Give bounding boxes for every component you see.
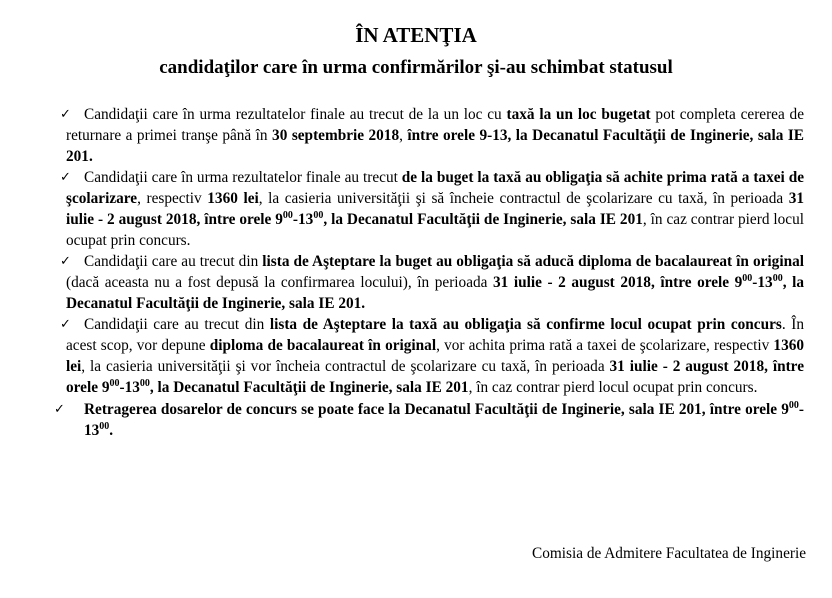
item-period: 31 iulie - 2 august 2018, între orele 9 [66, 358, 804, 396]
item-room: sala IE 201. [66, 127, 804, 165]
item-text-bold: diploma de bacalaureat în original [209, 337, 437, 354]
item-text: (dacă aceasta nu a fost depusă la confirmarea locului), în perioada [66, 274, 494, 291]
checkmark-icon: ✓ [60, 107, 71, 122]
item-deadline: 30 septembrie 2018 [272, 127, 400, 144]
item-text: , în caz contrar pierd locul ocupat prin concurs. [66, 211, 804, 249]
item-text-bold: între orele 9-13, la Decanatul Facultăţii de Inginerie, [407, 127, 754, 144]
item-location: , la Decanatul Facultăţii de Inginerie, sala IE 201 [323, 211, 643, 228]
notice-item-budget-to-tax [60, 167, 805, 251]
item-time-superscript: 00 [742, 273, 753, 284]
checkmark-icon: ✓ [60, 317, 71, 332]
item-text-bold: lista de Aşteptare la buget au obligaţia să aducă diploma de bacalaureat în original [262, 253, 804, 270]
notice-item-withdrawal [54, 399, 804, 441]
item-text: pot completa cererea de returnare a primei tranşe până în [66, 106, 804, 144]
item-period: 31 iulie - 2 august 2018, între orele 9 [493, 274, 743, 291]
item-amount: 1360 lei [207, 190, 259, 207]
item-text: , la casieria universităţii şi vor încheia contractul de şcolarizare cu taxă, în perioada [81, 358, 610, 375]
item-text-bold: Retragerea dosarelor de concurs se poate face la Decanatul Facultăţii de Inginerie, sala IE 201, între orele 9 [84, 401, 789, 418]
item-time-superscript: 00 [282, 210, 293, 221]
item-location: , la Decanatul Facultăţii de Inginerie, sala IE 201. [66, 274, 805, 312]
item-text: , vor achita prima rată a taxei de şcolarizare, respectiv [436, 337, 774, 354]
item-time-superscript: 00 [788, 400, 799, 411]
document-subtitle: candidaţilor care în urma confirmărilor şi-au schimbat statusul [159, 57, 673, 78]
item-time-superscript: 00 [99, 421, 110, 432]
item-text-bold: taxă la un loc bugetat [506, 106, 651, 123]
item-period: 31 iulie - 2 august 2018, între orele 9 [66, 190, 805, 228]
item-text: Candidaţii care în urma rezultatelor finale au trecut de la un loc cu [84, 106, 507, 123]
item-text-bold: de la buget la taxă au obligaţia să achite prima rată a taxei de şcolarizare [66, 169, 805, 207]
checkmark-icon: ✓ [54, 402, 65, 417]
item-text-bold: lista de Aşteptare la taxă au obligaţia să confirme locul ocupat prin concurs [269, 316, 782, 333]
notice-item-waiting-budget [60, 251, 805, 314]
item-time-superscript: 00 [772, 273, 783, 284]
signature: Comisia de Admitere Facultatea de Inginerie [532, 545, 806, 562]
notice-item-budget-return [60, 104, 804, 167]
item-period: -13 [119, 379, 140, 396]
item-period: -13 [752, 274, 773, 291]
item-period: -13 [292, 211, 314, 228]
item-text: Candidaţii care în urma rezultatelor finale au trecut [84, 169, 402, 186]
item-text-bold: -13 [84, 401, 804, 439]
item-text: , respectiv [137, 190, 208, 207]
item-text: Candidaţii care au trecut din [84, 253, 263, 270]
document-title: ÎN ATENŢIA [355, 23, 477, 47]
item-text: , la casieria universităţii şi să încheie contractul de şcolarizare cu taxă, în perioada [258, 190, 789, 207]
item-time-superscript: 00 [139, 378, 150, 389]
item-time-superscript: 00 [109, 378, 120, 389]
item-text: , [399, 127, 408, 144]
item-text: , în caz contrar pierd locul ocupat prin concurs. [468, 379, 758, 396]
item-text: . În acest scop, vor depune [66, 316, 804, 354]
notice-item-waiting-tax [60, 314, 805, 398]
item-time-superscript: 00 [313, 210, 324, 221]
notice-list [54, 104, 805, 441]
item-text-bold: . [109, 422, 114, 439]
checkmark-icon: ✓ [60, 170, 71, 185]
item-text: Candidaţii care au trecut din [84, 316, 270, 333]
item-location: , la Decanatul Facultăţii de Inginerie, sala IE 201 [149, 379, 469, 396]
item-amount: 1360 lei [66, 337, 805, 375]
checkmark-icon: ✓ [60, 254, 71, 269]
